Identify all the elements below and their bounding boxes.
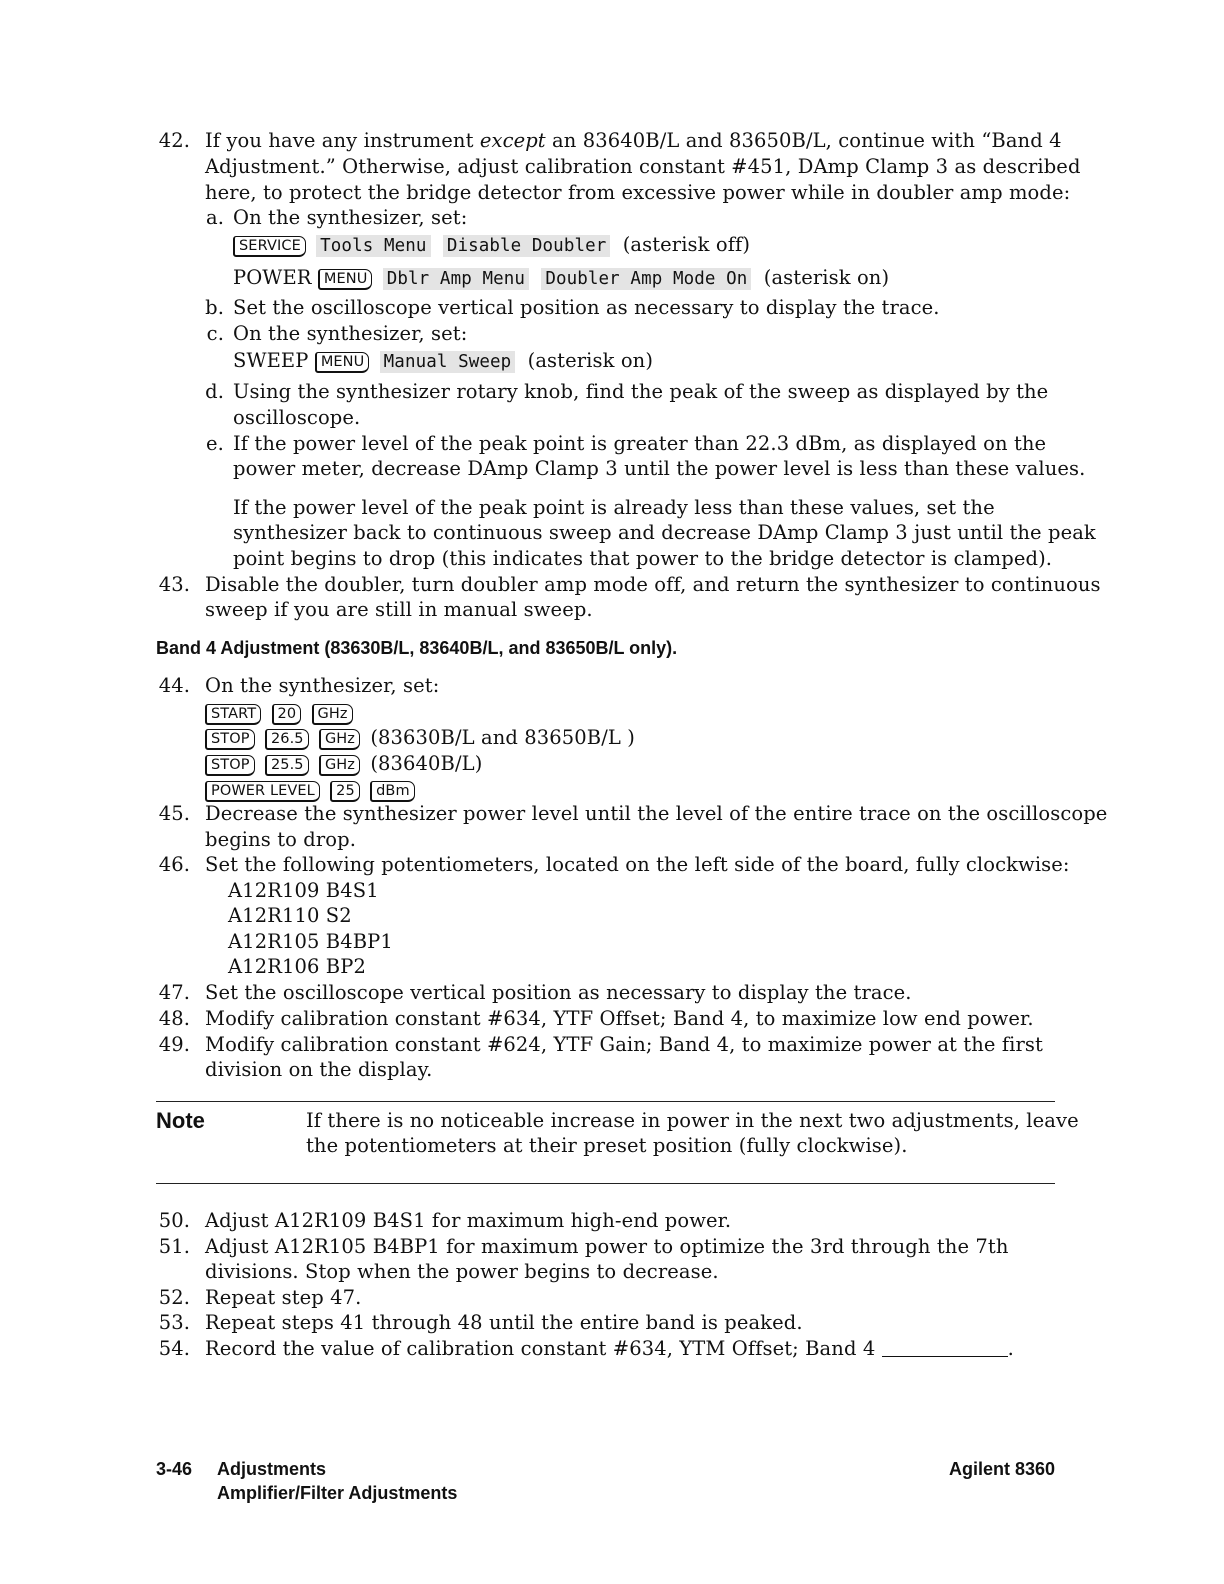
substep-e-para-2-line-2: synthesizer back to continuous sweep and decrease DAmp Clamp 3 just until the peak — [233, 521, 1096, 544]
step-number: 43. — [158, 573, 190, 596]
step-49-line-2: division on the display. — [205, 1058, 433, 1081]
step-43-line-2: sweep if you are still in manual sweep. — [205, 598, 593, 621]
menu-key[interactable]: MENU — [318, 269, 373, 290]
step-number: 51. — [158, 1235, 190, 1258]
key-sequence-note: (asterisk off) — [622, 233, 751, 256]
numeric-key[interactable]: 26.5 — [265, 729, 309, 750]
step-number: 50. — [158, 1209, 190, 1232]
step-number: 48. — [158, 1007, 190, 1030]
step-42-text-a: If you have any instrument — [205, 129, 480, 152]
substep-label: e. — [206, 432, 224, 455]
step-number: 53. — [158, 1311, 190, 1334]
step-number: 45. — [158, 802, 190, 825]
step-48-text: Modify calibration constant #634, YTF Offset; Band 4, to maximize low end power. — [205, 1007, 1034, 1030]
step-51-line-1: Adjust A12R105 B4BP1 for maximum power to optimize the 3rd through the 7th — [205, 1235, 1009, 1258]
potentiometer-item: A12R109 B4S1 — [228, 879, 379, 902]
note-line-2: the potentiometers at their preset position (fully clockwise). — [306, 1134, 908, 1157]
service-key[interactable]: SERVICE — [233, 236, 306, 257]
substep-e-para-2-line-3: point begins to drop (this indicates that power to the bridge detector is clamped). — [233, 547, 1053, 570]
footer-chapter: Adjustments — [217, 1459, 327, 1479]
step-42-line-1 — [205, 128, 1062, 154]
key-sequence-note: (83630B/L and 83650B/L ) — [370, 726, 635, 749]
key-sequence-note: (asterisk on) — [527, 349, 654, 372]
note-top-rule — [156, 1101, 1055, 1102]
substep-label: b. — [205, 296, 224, 319]
substep-c-text: On the synthesizer, set: — [233, 322, 468, 345]
note-line-1: If there is no noticeable increase in power in the next two adjustments, leave — [306, 1109, 1079, 1132]
substep-e-line-2: power meter, decrease DAmp Clamp 3 until the power level is less than these values. — [233, 457, 1086, 480]
step-46-text: Set the following potentiometers, located on the left side of the board, fully clockwise: — [205, 853, 1070, 876]
step-52-text: Repeat step 47. — [205, 1286, 362, 1309]
potentiometer-item: A12R105 B4BP1 — [228, 930, 393, 953]
step-number: 47. — [158, 981, 190, 1004]
step-number: 49. — [158, 1033, 190, 1056]
step-number: 44. — [158, 674, 190, 697]
step-54-period: . — [1007, 1337, 1014, 1360]
step-54-text: Record the value of calibration constant #634, YTM Offset; Band 4 — [205, 1337, 876, 1360]
key-sequence-row — [233, 232, 750, 258]
step-42-text-b: an 83640B/L and 83650B/L, continue with “Band 4 — [545, 129, 1062, 152]
key-sequence-prefix: POWER — [233, 266, 312, 289]
footer-product: Agilent 8360 — [948, 1459, 1055, 1479]
numeric-key[interactable]: 20 — [272, 704, 302, 725]
footer-section: Amplifier/Filter Adjustments — [217, 1483, 458, 1503]
step-50-text: Adjust A12R109 B4S1 for maximum high-end power. — [205, 1209, 732, 1232]
substep-d-line-1: Using the synthesizer rotary knob, find the peak of the sweep as displayed by the — [233, 380, 1049, 403]
key-sequence-row — [233, 265, 889, 291]
record-value-blank[interactable] — [882, 1338, 1008, 1357]
key-sequence-note: (asterisk on) — [763, 266, 890, 289]
footer-page-number: 3-46 — [156, 1459, 193, 1479]
step-45-line-1: Decrease the synthesizer power level until the level of the entire trace on the oscilloscope — [205, 802, 1108, 825]
step-53-text: Repeat steps 41 through 48 until the entire band is peaked. — [205, 1311, 803, 1334]
substep-label: a. — [205, 206, 224, 229]
step-42-line-3: here, to protect the bridge detector from excessive power while in doubler amp mode: — [205, 181, 1071, 204]
menu-key[interactable]: MENU — [315, 352, 370, 373]
numeric-key[interactable]: 25 — [330, 781, 360, 802]
step-45-line-2: begins to drop. — [205, 828, 357, 851]
substep-e-line-1: If the power level of the peak point is greater than 22.3 dBm, as displayed on the — [233, 432, 1047, 455]
step-number: 46. — [158, 853, 190, 876]
substep-e-para-2-line-1: If the power level of the peak point is already less than these values, set the — [233, 496, 995, 519]
ghz-key[interactable]: GHz — [319, 755, 360, 776]
step-number: 52. — [158, 1286, 190, 1309]
section-heading: Band 4 Adjustment (83630B/L, 83640B/L, and 83650B/L only). — [156, 638, 678, 658]
step-43-line-1: Disable the doubler, turn doubler amp mode off, and return the synthesizer to continuous — [205, 573, 1101, 596]
substep-label: c. — [206, 322, 224, 345]
key-sequence-row — [205, 777, 419, 803]
substep-b-text: Set the oscilloscope vertical position as necessary to display the trace. — [233, 296, 940, 319]
substep-a-text: On the synthesizer, set: — [233, 206, 468, 229]
key-sequence-row — [233, 348, 653, 374]
substep-label: d. — [205, 380, 224, 403]
step-number: 42. — [158, 129, 190, 152]
potentiometer-item: A12R110 S2 — [228, 904, 352, 927]
key-sequence-note: (83640B/L) — [370, 752, 483, 775]
ghz-key[interactable]: GHz — [312, 704, 353, 725]
key-sequence-row — [205, 700, 357, 726]
step-51-line-2: divisions. Stop when the power begins to decrease. — [205, 1260, 719, 1283]
doubler-amp-mode-on-softkey[interactable]: Doubler Amp Mode On — [541, 268, 751, 290]
manual-sweep-softkey[interactable]: Manual Sweep — [380, 351, 516, 373]
step-42-line-2: Adjustment.” Otherwise, adjust calibration constant #451, DAmp Clamp 3 as described — [205, 155, 1081, 178]
stop-key[interactable]: STOP — [205, 755, 255, 776]
tools-menu-softkey[interactable]: Tools Menu — [316, 235, 430, 257]
step-49-line-1: Modify calibration constant #624, YTF Gain; Band 4, to maximize power at the first — [205, 1033, 1043, 1056]
ghz-key[interactable]: GHz — [319, 729, 360, 750]
start-key[interactable]: START — [205, 704, 261, 725]
step-number: 54. — [158, 1337, 190, 1360]
step-42-emphasis: except — [479, 129, 546, 152]
numeric-key[interactable]: 25.5 — [265, 755, 309, 776]
dbm-key[interactable]: dBm — [370, 781, 415, 802]
step-44-text: On the synthesizer, set: — [205, 674, 440, 697]
note-bottom-rule — [156, 1183, 1055, 1184]
stop-key[interactable]: STOP — [205, 729, 255, 750]
key-sequence-row — [205, 751, 482, 777]
key-sequence-prefix: SWEEP — [233, 349, 309, 372]
potentiometer-item: A12R106 BP2 — [228, 955, 366, 978]
note-label: Note — [156, 1108, 205, 1133]
power-level-key[interactable]: POWER LEVEL — [205, 781, 320, 802]
disable-doubler-softkey[interactable]: Disable Doubler — [443, 235, 611, 257]
key-sequence-row — [205, 725, 635, 751]
step-47-text: Set the oscilloscope vertical position as necessary to display the trace. — [205, 981, 912, 1004]
substep-d-line-2: oscilloscope. — [233, 406, 361, 429]
step-54-line — [205, 1336, 1014, 1362]
dblr-amp-menu-softkey[interactable]: Dblr Amp Menu — [383, 268, 529, 290]
